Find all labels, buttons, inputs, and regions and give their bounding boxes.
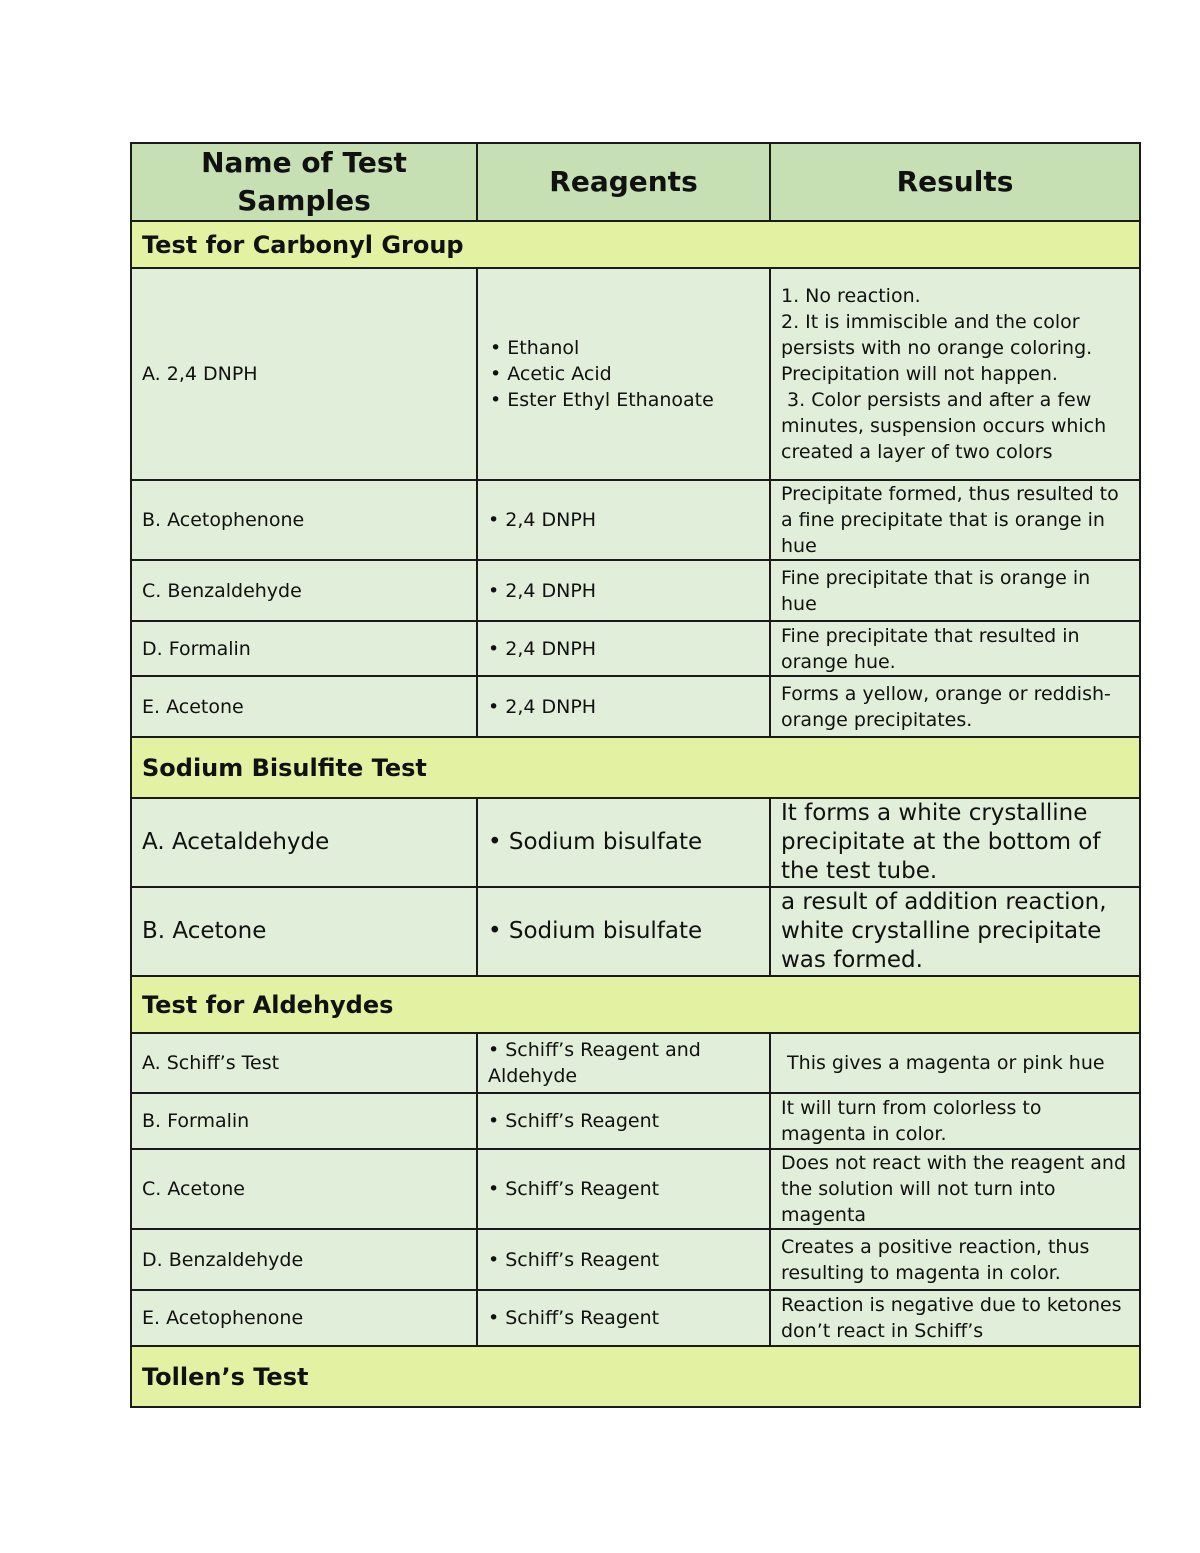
table-row [131,798,1140,887]
table-row [131,268,1140,480]
table-row [131,480,1140,560]
section-title: Test for Aldehydes [131,976,1140,1033]
reagent-item: • Schiff’s Reagent [488,1247,759,1273]
test-results-table [130,142,1141,1408]
reagent-item: • Sodium bisulfate [488,917,759,946]
reagents-cell [477,621,770,676]
reagent-item: • 2,4 DNPH [488,694,759,720]
table-row [131,1093,1140,1149]
reagent-item: • Acetic Acid [488,361,759,387]
header-results: Results [770,143,1140,221]
results-cell: This gives a magenta or pink hue [770,1033,1140,1093]
reagent-item: • Schiff’s Reagent [488,1305,759,1331]
sample-cell: C. Acetone [131,1149,477,1229]
results-cell: It will turn from colorless to magenta in color. [770,1093,1140,1149]
table-row [131,676,1140,737]
result-line: 3. Color persists and after a few minutes, suspension occurs which created a layer of two colors [781,389,1113,463]
section-row [131,1346,1140,1407]
results-cell [770,268,1140,480]
sample-cell: A. Acetaldehyde [131,798,477,887]
section-row [131,737,1140,798]
section-title: Test for Carbonyl Group [131,221,1140,268]
reagents-cell [477,1229,770,1290]
reagent-item: • Ethanol [488,335,759,361]
reagent-item: • Ester Ethyl Ethanoate [488,387,759,413]
reagent-item: • 2,4 DNPH [488,507,759,533]
reagents-cell [477,1093,770,1149]
results-cell: Fine precipitate that is orange in hue [770,560,1140,621]
table-row [131,1149,1140,1229]
results-cell: a result of addition reaction, white crystalline precipitate was formed. [770,887,1140,976]
reagent-item: • 2,4 DNPH [488,636,759,662]
table-row [131,621,1140,676]
section-title: Sodium Bisulfite Test [131,737,1140,798]
results-cell: Fine precipitate that resulted in orange hue. [770,621,1140,676]
reagents-cell [477,1149,770,1229]
sample-cell: D. Formalin [131,621,477,676]
sample-cell: D. Benzaldehyde [131,1229,477,1290]
header-reagents: Reagents [477,143,770,221]
reagents-cell [477,480,770,560]
reagent-item: • Schiff’s Reagent and Aldehyde [488,1037,759,1089]
results-cell: Reaction is negative due to ketones don’t react in Schiff’s [770,1290,1140,1346]
table-row [131,560,1140,621]
reagent-item: • Schiff’s Reagent [488,1176,759,1202]
result-line: 1. No reaction. [781,285,921,307]
table-row [131,1033,1140,1093]
section-row [131,221,1140,268]
results-cell: It forms a white crystalline precipitate at the bottom of the test tube. [770,798,1140,887]
reagents-cell [477,887,770,976]
reagents-cell [477,798,770,887]
reagents-cell [477,676,770,737]
sample-cell: B. Acetophenone [131,480,477,560]
sample-cell: B. Formalin [131,1093,477,1149]
sample-cell: E. Acetophenone [131,1290,477,1346]
result-line: 2. It is immiscible and the color persists with no orange coloring. Precipitation will not happen. [781,311,1093,385]
section-row [131,976,1140,1033]
sample-cell: B. Acetone [131,887,477,976]
sample-cell: A. Schiff’s Test [131,1033,477,1093]
reagent-item: • Sodium bisulfate [488,828,759,857]
section-title: Tollen’s Test [131,1346,1140,1407]
table-row [131,887,1140,976]
reagents-cell [477,1033,770,1093]
sample-cell: C. Benzaldehyde [131,560,477,621]
sample-cell: A. 2,4 DNPH [131,268,477,480]
header-name-of-test-samples: Name of Test Samples [131,143,477,221]
table-row [131,1290,1140,1346]
results-cell: Precipitate formed, thus resulted to a fine precipitate that is orange in hue [770,480,1140,560]
reagents-cell [477,268,770,480]
reagent-item: • 2,4 DNPH [488,578,759,604]
sample-cell: E. Acetone [131,676,477,737]
reagents-cell [477,560,770,621]
results-cell: Does not react with the reagent and the solution will not turn into magenta [770,1149,1140,1229]
results-cell: Creates a positive reaction, thus resulting to magenta in color. [770,1229,1140,1290]
reagents-cell [477,1290,770,1346]
reagent-list [488,335,759,413]
table-row [131,1229,1140,1290]
reagent-item: • Schiff’s Reagent [488,1108,759,1134]
header-row [131,143,1140,221]
results-cell: Forms a yellow, orange or reddish-orange precipitates. [770,676,1140,737]
